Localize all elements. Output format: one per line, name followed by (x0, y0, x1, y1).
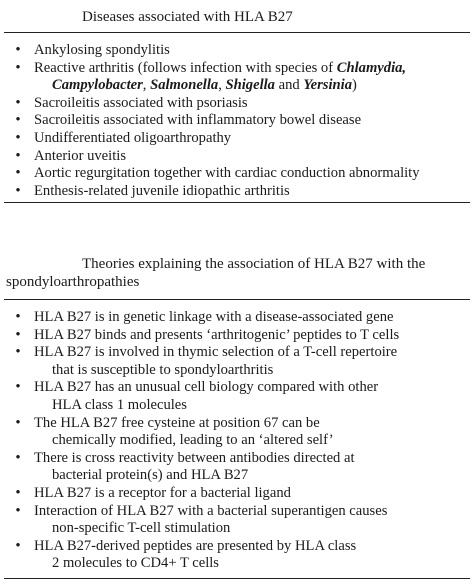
bullet-icon: • (15, 326, 21, 343)
list-item (4, 327, 470, 345)
top-rule (4, 299, 470, 300)
list-item: • Enthesis-related juvenile idiopathic arthritis (4, 183, 470, 201)
list-item (4, 503, 470, 538)
list-item-text: HLA B27 is involved in thymic selection of a T-cell repertoire (34, 344, 398, 361)
diseases-table-title: Diseases associated with HLA B27 (82, 9, 293, 25)
list-item-text: that is susceptible to spondyloarthritis (52, 361, 274, 378)
list-item (4, 538, 470, 573)
list-item (4, 379, 470, 414)
diseases-list (4, 42, 470, 200)
bullet-icon: • (15, 449, 21, 466)
list-item: • Sacroileitis associated with inflammatory bowel disease (4, 112, 470, 130)
bullet-icon: • (15, 344, 21, 361)
list-item (4, 485, 470, 503)
bullet-icon: • (15, 129, 21, 146)
bullet-icon: • (15, 414, 21, 431)
bullet-icon: • (15, 182, 21, 199)
bottom-rule (4, 202, 470, 203)
list-item (4, 415, 470, 450)
list-item-text: HLA B27 has an unusual cell biology compared with other (34, 379, 379, 396)
bullet-icon: • (15, 484, 21, 501)
list-item-text: non-specific T-cell stimulation (52, 520, 231, 537)
bullet-icon: • (15, 59, 21, 76)
list-item-text: The HLA B27 free cysteine at position 67 can be (34, 414, 320, 431)
bullet-icon: • (15, 537, 21, 554)
bullet-icon: • (15, 112, 21, 129)
bullet-icon: • (15, 147, 21, 164)
bullet-icon: • (15, 165, 21, 182)
list-item: • Undifferentiated oligoarthropathy (4, 130, 470, 148)
bullet-icon: • (15, 42, 21, 58)
list-item-text: 2 molecules to CD4+ T cells (52, 555, 219, 572)
bullet-icon: • (15, 502, 21, 519)
list-item: • Anterior uveitis (4, 148, 470, 166)
bottom-rule (4, 578, 470, 579)
list-item-text: There is cross reactivity between antibodies directed at (34, 449, 355, 466)
list-item-text: HLA B27 is in genetic linkage with a disease-associated gene (34, 309, 394, 325)
bullet-icon: • (15, 379, 21, 396)
diseases-table (4, 0, 470, 232)
top-rule (4, 32, 470, 33)
bullet-icon: • (15, 309, 21, 325)
list-item (4, 450, 470, 485)
theories-list (4, 309, 470, 573)
list-item-text: HLA B27-derived peptides are presented by HLA class (34, 537, 357, 554)
list-item: • Aortic regurgitation together with cardiac conduction abnormality (4, 165, 470, 183)
list-item: • Reactive arthritis (follows infection with species of Chlamydia, Campylobacter, Salmonella, Shigella and Yersinia) (4, 60, 470, 95)
list-item-text: bacterial protein(s) and HLA B27 (52, 467, 249, 484)
list-item: • Ankylosing spondylitis (4, 42, 470, 60)
list-item-text: HLA class 1 molecules (52, 396, 187, 413)
theories-table (4, 250, 470, 581)
theories-table-title: Theories explaining the association of HLA B27 with the spondyloarthropathies (6, 256, 426, 290)
bullet-icon: • (15, 94, 21, 111)
list-item-text: chemically modified, leading to an ‘altered self’ (52, 432, 334, 449)
list-item: • Sacroileitis associated with psoriasis (4, 95, 470, 113)
list-item-text: HLA B27 binds and presents ‘arthritogenic’ peptides to T cells (34, 326, 400, 343)
list-item (4, 344, 470, 379)
list-item (4, 309, 470, 327)
list-item-text: HLA B27 is a receptor for a bacterial ligand (34, 484, 291, 501)
list-item-text: Interaction of HLA B27 with a bacterial superantigen causes (34, 502, 388, 519)
